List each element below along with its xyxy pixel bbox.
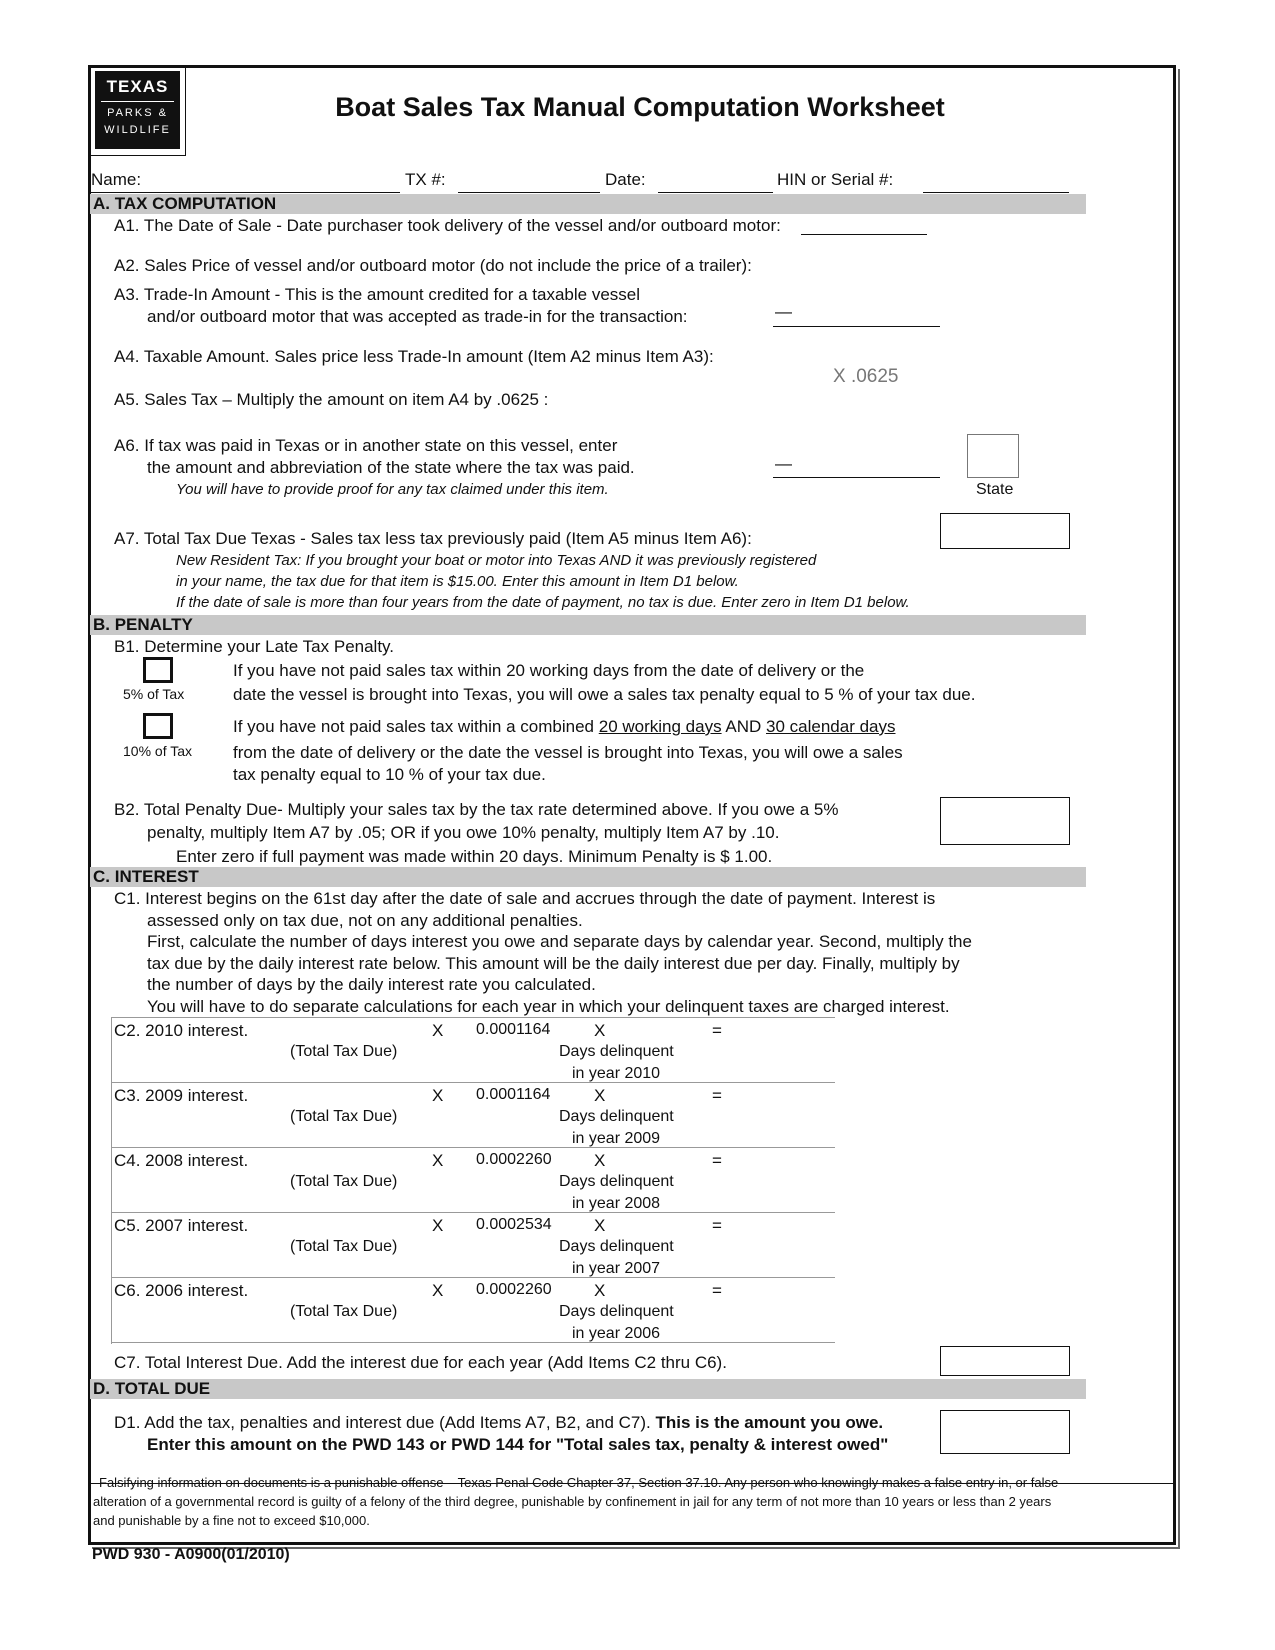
delinquent-year-label: in year 2010 xyxy=(572,1065,661,1082)
section-b-heading: B. PENALTY xyxy=(93,615,193,634)
equals-sign: = xyxy=(712,1281,722,1300)
d1-text-b: This is the amount you owe. xyxy=(655,1413,884,1432)
a6-state-label: State xyxy=(976,481,1014,498)
interest-table-left-edge xyxy=(111,1017,112,1344)
multiply-sign: X xyxy=(594,1151,606,1170)
a7-amount-box[interactable] xyxy=(940,513,1070,549)
b1-text: B1. Determine your Late Tax Penalty. xyxy=(114,637,395,656)
interest-row-top-border xyxy=(111,1147,835,1148)
interest-row-label: C2. 2010 interest. xyxy=(114,1021,249,1040)
interest-row-label: C4. 2008 interest. xyxy=(114,1151,249,1170)
penalty-10-working-days: 20 working days xyxy=(598,717,722,736)
a5-rate: X .0625 xyxy=(833,366,899,387)
a6-amount-line[interactable] xyxy=(773,477,940,478)
a7-note-1: New Resident Tax: If you brought your boat or motor into Texas AND it was previously registered xyxy=(176,552,817,569)
days-delinquent-label: Days delinquent xyxy=(559,1173,674,1190)
penalty-10-line3: tax penalty equal to 10 % of your tax due. xyxy=(233,765,546,784)
a6-text-line1: A6. If tax was paid in Texas or in another state on this vessel, enter xyxy=(114,436,618,455)
penalty-10-label: 10% of Tax xyxy=(123,743,193,759)
interest-rate: 0.0002260 xyxy=(476,1281,552,1298)
a7-text: A7. Total Tax Due Texas - Sales tax less tax previously paid (Item A5 minus Item A6): xyxy=(114,529,752,548)
delinquent-year-label: in year 2006 xyxy=(572,1325,661,1342)
a2-text: A2. Sales Price of vessel and/or outboard motor (do not include the price of a trailer): xyxy=(114,256,752,275)
tx-label: TX #: xyxy=(405,170,446,189)
interest-table-bottom-border xyxy=(111,1342,835,1343)
a6-state-box[interactable] xyxy=(967,434,1019,478)
d1-line2: Enter this amount on the PWD 143 or PWD 144 for "Total sales tax, penalty & interest owed" xyxy=(147,1435,889,1454)
penalty-5-checkbox[interactable] xyxy=(143,657,173,683)
hin-field-line[interactable] xyxy=(923,192,1069,193)
a3-amount-line[interactable] xyxy=(773,326,940,327)
days-delinquent-label: Days delinquent xyxy=(559,1108,674,1125)
multiply-sign: X xyxy=(594,1086,606,1105)
b2-text-line3: Enter zero if full payment was made within 20 days. Minimum Penalty is $ 1.00. xyxy=(176,847,773,866)
multiply-sign: X xyxy=(432,1021,444,1040)
multiply-sign: X xyxy=(594,1216,606,1235)
days-delinquent-label: Days delinquent xyxy=(559,1238,674,1255)
c7-text: C7. Total Interest Due. Add the interest due for each year (Add Items C2 thru C6). xyxy=(114,1353,727,1372)
multiply-sign: X xyxy=(432,1281,444,1300)
legal-line-3: and punishable by a fine not to exceed $10,000. xyxy=(93,1513,370,1528)
days-delinquent-label: Days delinquent xyxy=(559,1043,674,1060)
d1-text-a: D1. Add the tax, penalties and interest due (Add Items A7, B2, and C7). xyxy=(114,1413,651,1432)
interest-rate: 0.0001164 xyxy=(476,1086,551,1103)
penalty-10-checkbox[interactable] xyxy=(143,713,173,739)
section-a-heading: A. TAX COMPUTATION xyxy=(93,194,277,213)
c1-line2: assessed only on tax due, not on any additional penalties. xyxy=(147,911,583,930)
tpwd-logo xyxy=(95,71,180,149)
multiply-sign: X xyxy=(432,1216,444,1235)
delinquent-year-label: in year 2009 xyxy=(572,1130,661,1147)
tx-field-line[interactable] xyxy=(458,192,600,193)
legal-line-1: Falsifying information on documents is a punishable offense – Texas Penal Code Chapter 37, Section 37.10. Any person who knowingly makes a false entry in, or false xyxy=(99,1475,1059,1490)
a6-note: You will have to provide proof for any tax claimed under this item. xyxy=(176,481,609,498)
logo-line-2: PARKS & xyxy=(107,107,168,119)
a7-note-2: in your name, the tax due for that item is $15.00. Enter this amount in Item D1 below. xyxy=(176,573,739,590)
section-b-band xyxy=(90,615,1086,635)
equals-sign: = xyxy=(712,1216,722,1235)
hin-label: HIN or Serial #: xyxy=(777,170,894,189)
c1-line1: C1. Interest begins on the 61st day after the date of sale and accrues through the date of payment. Interest is xyxy=(114,889,936,908)
a1-text: A1. The Date of Sale - Date purchaser took delivery of the vessel and/or outboard motor: xyxy=(114,216,781,235)
penalty-10-line1a: If you have not paid sales tax within a combined xyxy=(233,717,594,736)
multiply-sign: X xyxy=(432,1151,444,1170)
a3-text-line2: and/or outboard motor that was accepted as trade-in for the transaction: xyxy=(147,307,688,326)
interest-row-top-border xyxy=(111,1017,835,1018)
b2-amount-box[interactable] xyxy=(940,797,1070,845)
a7-note-3: If the date of sale is more than four years from the date of payment, no tax is due. Enter zero in Item D1 below. xyxy=(176,594,910,611)
a6-text-line2: the amount and abbreviation of the state where the tax was paid. xyxy=(147,458,635,477)
interest-row-label: C6. 2006 interest. xyxy=(114,1281,249,1300)
a4-text: A4. Taxable Amount. Sales price less Trade-In amount (Item A2 minus Item A3): xyxy=(114,347,714,366)
legal-line-2: alteration of a governmental record is guilty of a felony of the third degree, punishable by confinement in jail for any term of not more than 10 years or less than 2 years xyxy=(93,1494,1052,1509)
c7-amount-box[interactable] xyxy=(940,1346,1070,1376)
total-tax-due-label: (Total Tax Due) xyxy=(290,1108,398,1125)
equals-sign: = xyxy=(712,1086,722,1105)
b2-text-line1: B2. Total Penalty Due- Multiply your sales tax by the tax rate determined above. If you owe a 5% xyxy=(114,800,839,819)
section-c-heading: C. INTEREST xyxy=(93,867,199,886)
page-title: Boat Sales Tax Manual Computation Worksheet xyxy=(335,92,945,122)
delinquent-year-label: in year 2008 xyxy=(572,1195,661,1212)
section-c-band xyxy=(90,867,1086,887)
multiply-sign: X xyxy=(432,1086,444,1105)
section-d-band xyxy=(90,1379,1086,1399)
b2-text-line2: penalty, multiply Item A7 by .05; OR if you owe 10% penalty, multiply Item A7 by .10. xyxy=(147,823,780,842)
days-delinquent-label: Days delinquent xyxy=(559,1303,674,1320)
penalty-5-line1: If you have not paid sales tax within 20 working days from the date of delivery or the xyxy=(233,661,865,680)
penalty-5-label: 5% of Tax xyxy=(123,686,185,702)
multiply-sign: X xyxy=(594,1021,606,1040)
total-tax-due-label: (Total Tax Due) xyxy=(290,1238,398,1255)
d1-line1 xyxy=(114,1413,883,1433)
a3-minus: — xyxy=(775,302,792,321)
interest-row-top-border xyxy=(111,1082,835,1083)
c1-line6: You will have to do separate calculations for each year in which your delinquent taxes are charged interest. xyxy=(147,997,950,1016)
total-tax-due-label: (Total Tax Due) xyxy=(290,1303,398,1320)
a6-minus: — xyxy=(775,454,792,473)
multiply-sign: X xyxy=(594,1281,606,1300)
penalty-10-line2: from the date of delivery or the date the vessel is brought into Texas, you will owe a sales xyxy=(233,743,903,762)
date-field-line[interactable] xyxy=(658,192,773,193)
total-tax-due-label: (Total Tax Due) xyxy=(290,1043,398,1060)
total-tax-due-label: (Total Tax Due) xyxy=(290,1173,398,1190)
interest-row-top-border xyxy=(111,1212,835,1213)
penalty-10-calendar-days: 30 calendar days xyxy=(766,717,896,736)
a5-text: A5. Sales Tax – Multiply the amount on item A4 by .0625 : xyxy=(114,390,549,409)
form-id: PWD 930 - A0900(01/2010) xyxy=(92,1546,290,1563)
section-d-heading: D. TOTAL DUE xyxy=(93,1379,211,1398)
c1-line5: the number of days by the daily interest rate you calculated. xyxy=(147,975,596,994)
a3-text-line1: A3. Trade-In Amount - This is the amount credited for a taxable vessel xyxy=(114,285,641,304)
penalty-5-line2: date the vessel is brought into Texas, you will owe a sales tax penalty equal to 5 % of your tax due. xyxy=(233,685,976,704)
interest-row-label: C3. 2009 interest. xyxy=(114,1086,249,1105)
interest-row-label: C5. 2007 interest. xyxy=(114,1216,249,1235)
date-label: Date: xyxy=(605,170,646,189)
c1-line3: First, calculate the number of days interest you owe and separate days by calendar year. Second, multiply the xyxy=(147,932,972,951)
penalty-10-line1 xyxy=(233,717,896,737)
interest-rate: 0.0002534 xyxy=(476,1216,552,1233)
logo-line-3: WILDLIFE xyxy=(104,124,171,136)
a1-date-line[interactable] xyxy=(801,234,927,235)
interest-row-top-border xyxy=(111,1277,835,1278)
name-field-line[interactable] xyxy=(90,192,400,193)
logo-line-1: TEXAS xyxy=(106,77,169,96)
d1-amount-box[interactable] xyxy=(940,1410,1070,1454)
equals-sign: = xyxy=(712,1021,722,1040)
equals-sign: = xyxy=(712,1151,722,1170)
delinquent-year-label: in year 2007 xyxy=(572,1260,661,1277)
interest-rate: 0.0002260 xyxy=(476,1151,552,1168)
penalty-10-and: AND xyxy=(725,717,762,736)
section-a-band xyxy=(90,194,1086,214)
c1-line4: tax due by the daily interest rate below. This amount will be the daily interest due per day. Finally, multiply by xyxy=(147,954,960,973)
interest-rate: 0.0001164 xyxy=(476,1021,551,1038)
name-label: Name: xyxy=(91,170,142,189)
